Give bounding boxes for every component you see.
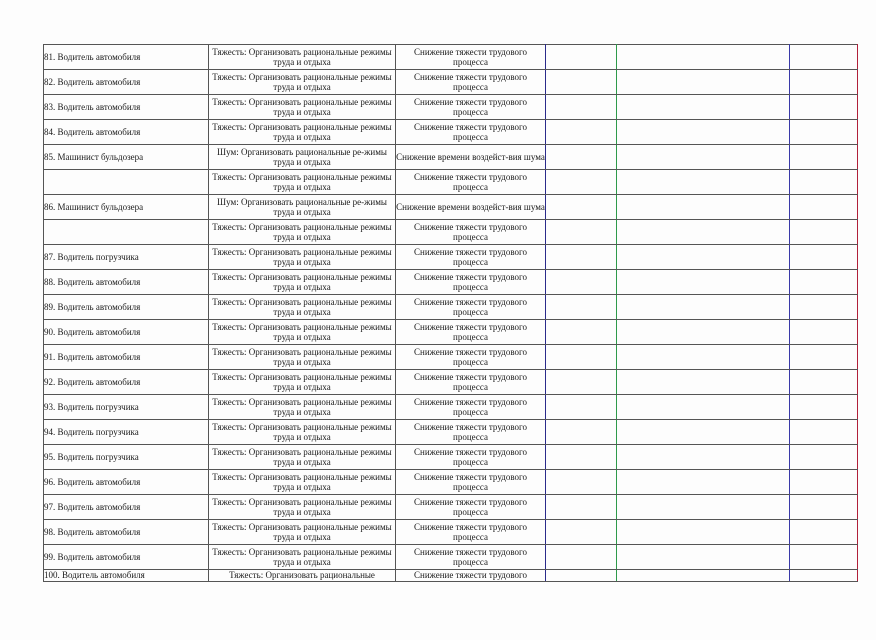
empty-cell [546, 495, 617, 520]
table-row [44, 395, 858, 420]
table-row [44, 520, 858, 545]
goal-cell: Снижение тяжести трудового процесса [396, 120, 546, 145]
empty-cell [617, 545, 790, 570]
measure-cell: Тяжесть: Организовать рациональные режимы труда и отдыха [209, 495, 396, 520]
position-cell [44, 220, 209, 245]
empty-cell [546, 70, 617, 95]
position-cell: 91. Водитель автомобиля [44, 345, 209, 370]
empty-cell [617, 195, 790, 220]
measure-cell: Тяжесть: Организовать рациональные режимы труда и отдыха [209, 245, 396, 270]
table-row [44, 420, 858, 445]
table-row [44, 295, 858, 320]
empty-cell [790, 95, 858, 120]
measure-cell: Тяжесть: Организовать рациональные режимы труда и отдыха [209, 545, 396, 570]
goal-cell: Снижение тяжести трудового [396, 570, 546, 582]
goal-cell: Снижение тяжести трудового процесса [396, 545, 546, 570]
measure-cell: Тяжесть: Организовать рациональные режимы труда и отдыха [209, 470, 396, 495]
empty-cell [790, 445, 858, 470]
measure-cell: Тяжесть: Организовать рациональные режимы труда и отдыха [209, 70, 396, 95]
empty-cell [790, 170, 858, 195]
empty-cell [546, 145, 617, 170]
empty-cell [617, 570, 790, 582]
measure-cell: Тяжесть: Организовать рациональные [209, 570, 396, 582]
goal-cell: Снижение тяжести трудового процесса [396, 70, 546, 95]
empty-cell [617, 70, 790, 95]
goal-cell: Снижение тяжести трудового процесса [396, 395, 546, 420]
goal-cell: Снижение тяжести трудового процесса [396, 45, 546, 70]
empty-cell [617, 420, 790, 445]
empty-cell [617, 170, 790, 195]
empty-cell [617, 270, 790, 295]
table-row [44, 370, 858, 395]
table-row [44, 45, 858, 70]
empty-cell [617, 320, 790, 345]
empty-cell [790, 395, 858, 420]
table-row [44, 170, 858, 195]
position-cell: 82. Водитель автомобиля [44, 70, 209, 95]
empty-cell [546, 195, 617, 220]
empty-cell [617, 245, 790, 270]
empty-cell [790, 320, 858, 345]
table-row-partial [44, 570, 858, 582]
measure-cell: Тяжесть: Организовать рациональные режимы труда и отдыха [209, 170, 396, 195]
goal-cell: Снижение тяжести трудового процесса [396, 320, 546, 345]
table-row [44, 220, 858, 245]
empty-cell [617, 145, 790, 170]
table-row [44, 495, 858, 520]
empty-cell [617, 445, 790, 470]
measure-cell: Тяжесть: Организовать рациональные режимы труда и отдыха [209, 295, 396, 320]
empty-cell [546, 45, 617, 70]
goal-cell: Снижение времени воздейст-вия шума [396, 195, 546, 220]
measure-cell: Тяжесть: Организовать рациональные режимы труда и отдыха [209, 270, 396, 295]
empty-cell [790, 495, 858, 520]
table-row [44, 245, 858, 270]
goal-cell: Снижение тяжести трудового процесса [396, 295, 546, 320]
position-cell: 100. Водитель автомобиля [44, 570, 209, 582]
empty-cell [546, 470, 617, 495]
empty-cell [546, 370, 617, 395]
position-cell: 95. Водитель погрузчика [44, 445, 209, 470]
empty-cell [617, 395, 790, 420]
goal-cell: Снижение тяжести трудового процесса [396, 445, 546, 470]
empty-cell [546, 445, 617, 470]
empty-cell [617, 345, 790, 370]
empty-cell [546, 320, 617, 345]
position-cell: 87. Водитель погрузчика [44, 245, 209, 270]
empty-cell [617, 370, 790, 395]
goal-cell: Снижение тяжести трудового процесса [396, 420, 546, 445]
goal-cell: Снижение тяжести трудового процесса [396, 470, 546, 495]
empty-cell [546, 395, 617, 420]
position-cell: 96. Водитель автомобиля [44, 470, 209, 495]
empty-cell [546, 95, 617, 120]
goal-cell: Снижение тяжести трудового процесса [396, 345, 546, 370]
measure-cell: Тяжесть: Организовать рациональные режимы труда и отдыха [209, 220, 396, 245]
empty-cell [546, 420, 617, 445]
empty-cell [790, 470, 858, 495]
empty-cell [790, 420, 858, 445]
measure-cell: Тяжесть: Организовать рациональные режимы труда и отдыха [209, 45, 396, 70]
empty-cell [790, 570, 858, 582]
table-row [44, 70, 858, 95]
table-row [44, 95, 858, 120]
goal-cell: Снижение тяжести трудового процесса [396, 270, 546, 295]
measure-cell: Тяжесть: Организовать рациональные режимы труда и отдыха [209, 120, 396, 145]
empty-cell [617, 295, 790, 320]
empty-cell [790, 520, 858, 545]
goal-cell: Снижение тяжести трудового процесса [396, 170, 546, 195]
table-row [44, 145, 858, 170]
position-cell: 92. Водитель автомобиля [44, 370, 209, 395]
empty-cell [546, 295, 617, 320]
measure-cell: Тяжесть: Организовать рациональные режимы труда и отдыха [209, 95, 396, 120]
table-row [44, 470, 858, 495]
position-cell: 97. Водитель автомобиля [44, 495, 209, 520]
measure-cell: Тяжесть: Организовать рациональные режимы труда и отдыха [209, 395, 396, 420]
goal-cell: Снижение тяжести трудового процесса [396, 95, 546, 120]
position-cell [44, 170, 209, 195]
position-cell: 83. Водитель автомобиля [44, 95, 209, 120]
table-row [44, 345, 858, 370]
measure-cell: Шум: Организовать рациональные ре-жимы труда и отдыха [209, 145, 396, 170]
position-cell: 81. Водитель автомобиля [44, 45, 209, 70]
position-cell: 86. Машинист бульдозера [44, 195, 209, 220]
goal-cell: Снижение тяжести трудового процесса [396, 495, 546, 520]
empty-cell [617, 45, 790, 70]
empty-cell [790, 70, 858, 95]
table-row [44, 545, 858, 570]
empty-cell [546, 220, 617, 245]
goal-cell: Снижение тяжести трудового процесса [396, 220, 546, 245]
empty-cell [790, 270, 858, 295]
measure-cell: Тяжесть: Организовать рациональные режимы труда и отдыха [209, 420, 396, 445]
position-cell: 90. Водитель автомобиля [44, 320, 209, 345]
goal-cell: Снижение времени воздейст-вия шума [396, 145, 546, 170]
empty-cell [790, 345, 858, 370]
measure-cell: Тяжесть: Организовать рациональные режимы труда и отдыха [209, 320, 396, 345]
measures-table [43, 44, 858, 582]
measure-cell: Тяжесть: Организовать рациональные режимы труда и отдыха [209, 445, 396, 470]
position-cell: 94. Водитель погрузчика [44, 420, 209, 445]
position-cell: 84. Водитель автомобиля [44, 120, 209, 145]
position-cell: 98. Водитель автомобиля [44, 520, 209, 545]
position-cell: 85. Машинист бульдозера [44, 145, 209, 170]
table-body [44, 45, 858, 582]
table-row [44, 120, 858, 145]
empty-cell [617, 220, 790, 245]
empty-cell [790, 220, 858, 245]
empty-cell [546, 570, 617, 582]
table-row [44, 320, 858, 345]
goal-cell: Снижение тяжести трудового процесса [396, 520, 546, 545]
empty-cell [546, 545, 617, 570]
empty-cell [790, 195, 858, 220]
empty-cell [546, 245, 617, 270]
empty-cell [790, 45, 858, 70]
position-cell: 88. Водитель автомобиля [44, 270, 209, 295]
empty-cell [546, 270, 617, 295]
table-row [44, 445, 858, 470]
position-cell: 89. Водитель автомобиля [44, 295, 209, 320]
empty-cell [617, 520, 790, 545]
table-row [44, 195, 858, 220]
measure-cell: Тяжесть: Организовать рациональные режимы труда и отдыха [209, 520, 396, 545]
empty-cell [790, 545, 858, 570]
empty-cell [546, 520, 617, 545]
empty-cell [546, 120, 617, 145]
empty-cell [790, 120, 858, 145]
empty-cell [617, 95, 790, 120]
position-cell: 93. Водитель погрузчика [44, 395, 209, 420]
measure-cell: Тяжесть: Организовать рациональные режимы труда и отдыха [209, 370, 396, 395]
measure-cell: Шум: Организовать рациональные ре-жимы труда и отдыха [209, 195, 396, 220]
empty-cell [617, 120, 790, 145]
empty-cell [546, 345, 617, 370]
empty-cell [790, 295, 858, 320]
empty-cell [617, 470, 790, 495]
empty-cell [790, 370, 858, 395]
empty-cell [617, 495, 790, 520]
empty-cell [790, 145, 858, 170]
position-cell: 99. Водитель автомобиля [44, 545, 209, 570]
goal-cell: Снижение тяжести трудового процесса [396, 370, 546, 395]
empty-cell [546, 170, 617, 195]
table-row [44, 270, 858, 295]
goal-cell: Снижение тяжести трудового процесса [396, 245, 546, 270]
empty-cell [790, 245, 858, 270]
measure-cell: Тяжесть: Организовать рациональные режимы труда и отдыха [209, 345, 396, 370]
